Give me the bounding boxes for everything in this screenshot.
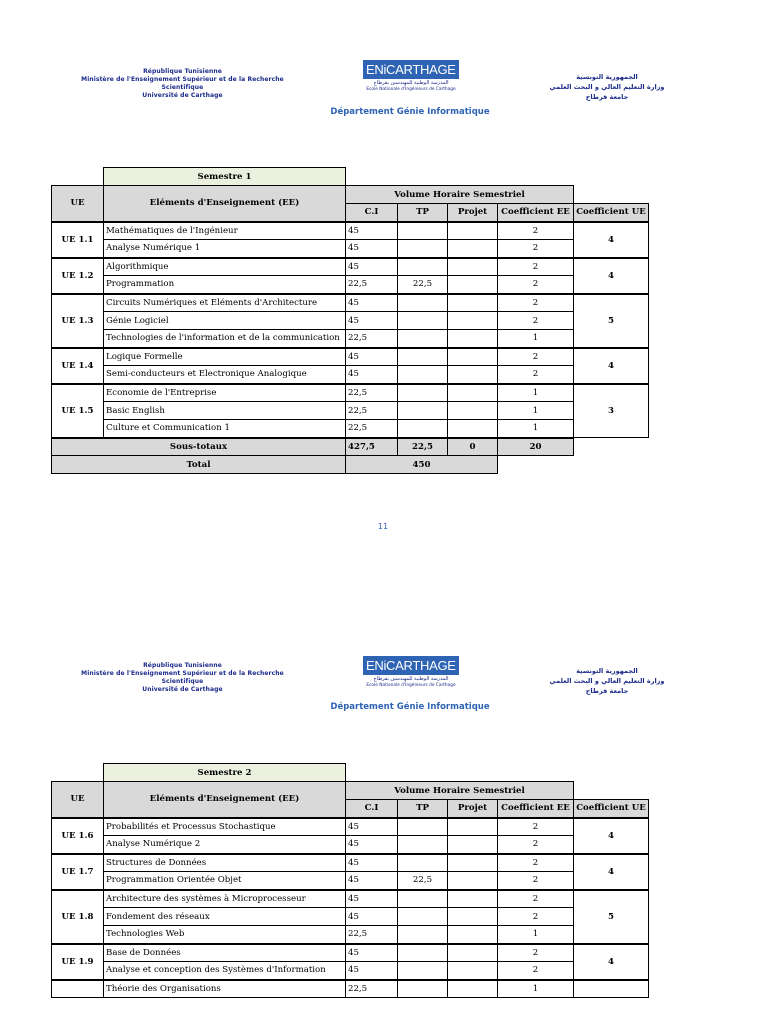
ci-value: 45 — [346, 294, 398, 312]
table-row — [52, 384, 649, 402]
table-row — [52, 276, 649, 294]
ee-name: Economie de l'Entreprise — [104, 384, 346, 402]
ci-value: 45 — [346, 312, 398, 330]
tp-value — [398, 818, 448, 836]
tp-value — [398, 330, 448, 348]
table-row — [52, 872, 649, 890]
ee-name: Logique Formelle — [104, 348, 346, 366]
col-ee-header: Eléments d'Enseignement (EE) — [104, 782, 346, 818]
semester-1-body — [52, 168, 649, 474]
ci-value: 22,5 — [346, 420, 398, 438]
coef-ee-value: 2 — [498, 258, 574, 276]
empty-cell — [52, 168, 104, 186]
col-volume-header: Volume Horaire Semestriel — [346, 186, 574, 204]
ci-value: 45 — [346, 854, 398, 872]
header-right-line: الجمهورية التونسية — [576, 73, 638, 81]
ee-name: Structures de Données — [104, 854, 346, 872]
header-left-line: Université de Carthage — [142, 686, 223, 693]
header-right — [548, 666, 666, 696]
coef-ue-value: 4 — [574, 854, 649, 890]
header-row — [52, 186, 649, 204]
ci-value: 45 — [346, 348, 398, 366]
ue-code: UE 1.6 — [52, 818, 104, 854]
ue-code: UE 1.4 — [52, 348, 104, 384]
table-row — [52, 836, 649, 854]
tp-value: 22,5 — [398, 276, 448, 294]
header-left-line: Ministère de l'Enseignement Supérieur et de la Recherche — [81, 76, 284, 83]
empty-cell — [52, 764, 104, 782]
table-row — [52, 312, 649, 330]
projet-value — [448, 222, 498, 240]
ee-name: Probabilités et Processus Stochastique — [104, 818, 346, 836]
table-row — [52, 402, 649, 420]
ee-name: Analyse et conception des Systèmes d'Information — [104, 962, 346, 980]
ee-name: Circuits Numériques et Eléments d'Architecture — [104, 294, 346, 312]
header-left — [80, 662, 285, 694]
table-row — [52, 258, 649, 276]
logo-text: ENiCARTHAGE — [366, 658, 456, 673]
department-title: Département Génie Informatique — [330, 107, 490, 117]
semester-title-row — [52, 764, 649, 782]
projet-value — [448, 854, 498, 872]
col-coef-ue-header: Coefficient UE — [574, 800, 649, 818]
ci-value: 22,5 — [346, 384, 398, 402]
school-logo — [363, 656, 459, 689]
ee-name: Culture et Communication 1 — [104, 420, 346, 438]
tp-value — [398, 944, 448, 962]
col-coef_ee-header: Coefficient EE — [498, 800, 574, 818]
col-coef_ee-header: Coefficient EE — [498, 204, 574, 222]
col-ee-header: Eléments d'Enseignement (EE) — [104, 186, 346, 222]
coef-ee-value: 2 — [498, 276, 574, 294]
ue-code: UE 1.8 — [52, 890, 104, 944]
ci-value: 22,5 — [346, 402, 398, 420]
projet-value — [448, 330, 498, 348]
ue-code — [52, 980, 104, 998]
coef-ee-value: 2 — [498, 944, 574, 962]
projet-value — [448, 890, 498, 908]
coef-ue-value: 3 — [574, 384, 649, 438]
total-row — [52, 456, 649, 474]
ee-name: Génie Logiciel — [104, 312, 346, 330]
projet-value — [448, 962, 498, 980]
ee-name: Programmation — [104, 276, 346, 294]
coef-ee-value: 2 — [498, 890, 574, 908]
ue-code: UE 1.9 — [52, 944, 104, 980]
ci-value: 45 — [346, 836, 398, 854]
ci-value: 45 — [346, 908, 398, 926]
coef-ee-value: 2 — [498, 240, 574, 258]
logo-arabic: المدرسة الوطنية للمهندسين بقرطاج — [373, 80, 449, 86]
ci-value: 45 — [346, 366, 398, 384]
coef-ee-value: 1 — [498, 402, 574, 420]
semester-2-table — [51, 763, 649, 998]
tp-value — [398, 908, 448, 926]
projet-value — [448, 420, 498, 438]
subtotal-projet: 0 — [448, 438, 498, 456]
total-value: 450 — [346, 456, 498, 474]
ee-name: Architecture des systèmes à Microprocesseur — [104, 890, 346, 908]
table-row — [52, 980, 649, 998]
tp-value — [398, 240, 448, 258]
subtotal-ci: 427,5 — [346, 438, 398, 456]
ci-value: 45 — [346, 258, 398, 276]
tp-value — [398, 854, 448, 872]
projet-value — [448, 258, 498, 276]
col-volume-header: Volume Horaire Semestriel — [346, 782, 574, 800]
ci-value: 45 — [346, 944, 398, 962]
col-ue-header: UE — [52, 186, 104, 222]
semester-title: Semestre 2 — [104, 764, 346, 782]
coef-ee-value: 2 — [498, 348, 574, 366]
header-row — [52, 782, 649, 800]
logo-box — [363, 60, 459, 79]
coef-ue-value: 4 — [574, 348, 649, 384]
coef-ee-value: 2 — [498, 222, 574, 240]
semester-title: Semestre 1 — [104, 168, 346, 186]
header-right-line: جامعة قرطاج — [585, 687, 629, 695]
ee-name: Technologies Web — [104, 926, 346, 944]
ue-code: UE 1.3 — [52, 294, 104, 348]
header-right-line: الجمهورية التونسية — [576, 667, 638, 675]
header-left-line: Scientifique — [161, 84, 204, 91]
coef-ue-value: 4 — [574, 944, 649, 980]
table-row — [52, 330, 649, 348]
projet-value — [448, 980, 498, 998]
logo-box — [363, 656, 459, 675]
tp-value — [398, 294, 448, 312]
header-right — [548, 72, 666, 102]
tp-value — [398, 402, 448, 420]
ue-code: UE 1.5 — [52, 384, 104, 438]
col-tp-header: TP — [398, 204, 448, 222]
coef-ee-value: 2 — [498, 312, 574, 330]
ci-value: 45 — [346, 818, 398, 836]
coef-ee-value: 2 — [498, 836, 574, 854]
tp-value — [398, 980, 448, 998]
tp-value — [398, 366, 448, 384]
table-row — [52, 240, 649, 258]
page-number: 11 — [377, 522, 389, 531]
coef-ee-value: 2 — [498, 872, 574, 890]
school-logo — [363, 60, 459, 93]
ci-value: 45 — [346, 872, 398, 890]
header-right-line: وزارة التعليم العالي و البحث العلمي — [549, 83, 665, 91]
header-right-line: وزارة التعليم العالي و البحث العلمي — [549, 677, 665, 685]
coef-ue-value: 4 — [574, 818, 649, 854]
coef-ee-value: 1 — [498, 980, 574, 998]
coef-ue-value: 5 — [574, 890, 649, 944]
table-row — [52, 818, 649, 836]
semester-2-body — [52, 764, 649, 998]
coef-ee-value: 2 — [498, 908, 574, 926]
table-row — [52, 962, 649, 980]
header-left-line: République Tunisienne — [143, 68, 222, 75]
tp-value: 22,5 — [398, 872, 448, 890]
table-row — [52, 348, 649, 366]
coef-ue-value: 4 — [574, 258, 649, 294]
ue-code: UE 1.7 — [52, 854, 104, 890]
table-row — [52, 944, 649, 962]
projet-value — [448, 944, 498, 962]
table-row — [52, 890, 649, 908]
department-title: Département Génie Informatique — [330, 702, 490, 712]
coef-ee-value: 2 — [498, 962, 574, 980]
semester-title-row — [52, 168, 649, 186]
projet-value — [448, 402, 498, 420]
ue-code: UE 1.1 — [52, 222, 104, 258]
tp-value — [398, 962, 448, 980]
ci-value: 45 — [346, 222, 398, 240]
header-right-line: جامعة قرطاج — [585, 93, 629, 101]
ci-value: 22,5 — [346, 276, 398, 294]
table-row — [52, 294, 649, 312]
ee-name: Semi-conducteurs et Electronique Analogique — [104, 366, 346, 384]
empty-cell — [574, 782, 649, 800]
coef-ee-value: 1 — [498, 384, 574, 402]
projet-value — [448, 872, 498, 890]
tp-value — [398, 312, 448, 330]
projet-value — [448, 348, 498, 366]
ci-value: 22,5 — [346, 330, 398, 348]
table-row — [52, 854, 649, 872]
logo-text: ENiCARTHAGE — [366, 62, 456, 77]
empty-cell — [574, 438, 649, 456]
table-row — [52, 420, 649, 438]
coef-ee-value: 2 — [498, 854, 574, 872]
projet-value — [448, 294, 498, 312]
ee-name: Algorithmique — [104, 258, 346, 276]
ci-value: 45 — [346, 962, 398, 980]
projet-value — [448, 312, 498, 330]
coef-ee-value: 1 — [498, 926, 574, 944]
tp-value — [398, 348, 448, 366]
coef-ee-value: 1 — [498, 330, 574, 348]
empty-cell — [498, 456, 574, 474]
col-coef-ue-header: Coefficient UE — [574, 204, 649, 222]
projet-value — [448, 818, 498, 836]
empty-cell — [574, 456, 649, 474]
ee-name: Analyse Numérique 2 — [104, 836, 346, 854]
subtotal-row — [52, 438, 649, 456]
col-ci-header: C.I — [346, 204, 398, 222]
table-row — [52, 366, 649, 384]
ee-name: Programmation Orientée Objet — [104, 872, 346, 890]
header-left-line: Ministère de l'Enseignement Supérieur et de la Recherche — [81, 670, 284, 677]
subtotal-label: Sous-totaux — [52, 438, 346, 456]
coef-ue-value: 5 — [574, 294, 649, 348]
projet-value — [448, 384, 498, 402]
ee-name: Fondement des réseaux — [104, 908, 346, 926]
header-left — [80, 68, 285, 100]
coef-ee-value: 1 — [498, 420, 574, 438]
ee-name: Analyse Numérique 1 — [104, 240, 346, 258]
col-ue-header: UE — [52, 782, 104, 818]
col-tp-header: TP — [398, 800, 448, 818]
ue-code: UE 1.2 — [52, 258, 104, 294]
ee-name: Technologies de l'information et de la communication — [104, 330, 346, 348]
coef-ue-value: 4 — [574, 222, 649, 258]
table-row — [52, 926, 649, 944]
ci-value: 22,5 — [346, 926, 398, 944]
subtotal-tp: 22,5 — [398, 438, 448, 456]
col-projet-header: Projet — [448, 204, 498, 222]
coef-ee-value: 2 — [498, 366, 574, 384]
tp-value — [398, 222, 448, 240]
header-left-line: République Tunisienne — [143, 662, 222, 669]
logo-french: Ecole Nationale d'Ingénieurs de Carthage — [366, 87, 456, 92]
projet-value — [448, 908, 498, 926]
logo-french: Ecole Nationale d'Ingénieurs de Carthage — [366, 683, 456, 688]
tp-value — [398, 258, 448, 276]
projet-value — [448, 276, 498, 294]
ci-value: 45 — [346, 890, 398, 908]
tp-value — [398, 420, 448, 438]
coef-ee-value: 2 — [498, 294, 574, 312]
coef-ee-value: 2 — [498, 818, 574, 836]
projet-value — [448, 240, 498, 258]
table-row — [52, 908, 649, 926]
col-projet-header: Projet — [448, 800, 498, 818]
ee-name: Théorie des Organisations — [104, 980, 346, 998]
empty-cell — [574, 186, 649, 204]
ci-value: 45 — [346, 240, 398, 258]
subtotal-coef: 20 — [498, 438, 574, 456]
projet-value — [448, 926, 498, 944]
tp-value — [398, 890, 448, 908]
table-row — [52, 222, 649, 240]
projet-value — [448, 366, 498, 384]
tp-value — [398, 836, 448, 854]
semester-1-table — [51, 167, 649, 474]
projet-value — [448, 836, 498, 854]
ci-value: 22,5 — [346, 980, 398, 998]
header-left-line: Scientifique — [161, 678, 204, 685]
total-label: Total — [52, 456, 346, 474]
ee-name: Basic English — [104, 402, 346, 420]
ee-name: Base de Données — [104, 944, 346, 962]
tp-value — [398, 926, 448, 944]
col-ci-header: C.I — [346, 800, 398, 818]
coef-ue-value — [574, 980, 649, 998]
logo-arabic: المدرسة الوطنية للمهندسين بقرطاج — [373, 676, 449, 682]
ee-name: Mathématiques de l'Ingénieur — [104, 222, 346, 240]
tp-value — [398, 384, 448, 402]
header-left-line: Université de Carthage — [142, 92, 223, 99]
